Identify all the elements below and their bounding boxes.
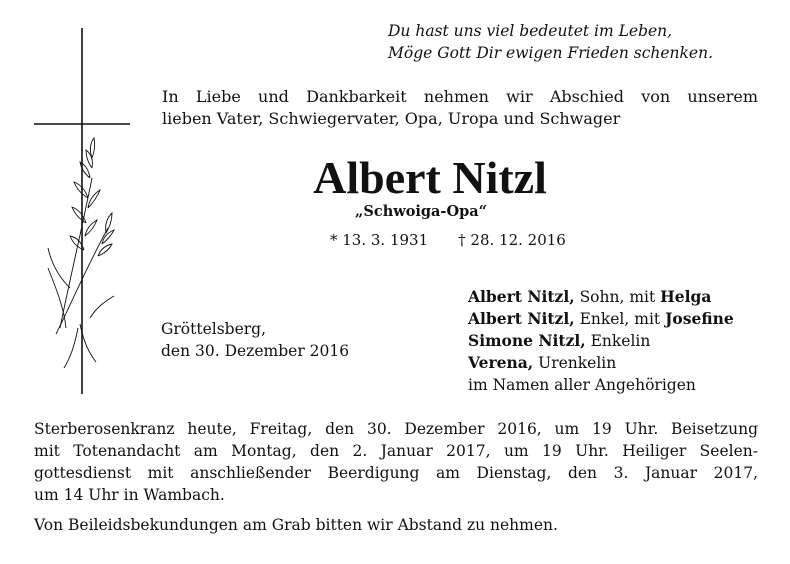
deceased-name: Albert Nitzl [313,152,547,203]
mourner-line: Simone Nitzl, Enkelin [468,331,651,350]
mourner-line: im Namen aller Angehörigen [468,376,696,394]
deceased-nickname: „Schwoiga-Opa“ [355,203,487,220]
service-line: mit Totenandacht am Montag, den 2. Januar 2017, um 19 Uhr. Heiliger Seelen- [34,442,758,460]
epitaph-quote [388,20,713,64]
epitaph-line: Möge Gott Dir ewigen Frieden schenken. [388,44,713,62]
mourner-line: Albert Nitzl, Sohn, mit Helga [468,287,712,306]
place-line: Gröttelsberg, [161,320,267,338]
service-line: um 14 Uhr in Wambach. [34,486,225,504]
place-and-date [161,318,349,362]
epitaph-line: Du hast uns viel bedeutet im Leben, [388,22,673,40]
intro-line: In Liebe und Dankbarkeit nehmen wir Abschied von unserem [162,87,758,106]
intro-text [162,86,758,130]
service-line: Sterberosenkranz heute, Freitag, den 30. Dezember 2016, um 19 Uhr. Beisetzung [34,420,758,438]
service-line: gottesdienst mit anschließender Beerdigung am Dienstag, den 3. Januar 2017, [34,464,758,482]
mourner-line: Verena, Urenkelin [468,353,617,372]
intro-line: lieben Vater, Schwiegervater, Opa, Uropa und Schwager [162,109,621,128]
birth-date: * 13. 3. 1931 [330,231,429,249]
life-dates [330,231,566,249]
mourner-line: Albert Nitzl, Enkel, mit Josefine [468,309,734,328]
mourners-list [468,286,734,396]
death-date: † 28. 12. 2016 [458,231,566,249]
service-details [34,418,758,506]
closing-note: Von Beileidsbekundungen am Grab bitten wir Abstand zu nehmen. [34,516,558,534]
date-line: den 30. Dezember 2016 [161,342,350,360]
